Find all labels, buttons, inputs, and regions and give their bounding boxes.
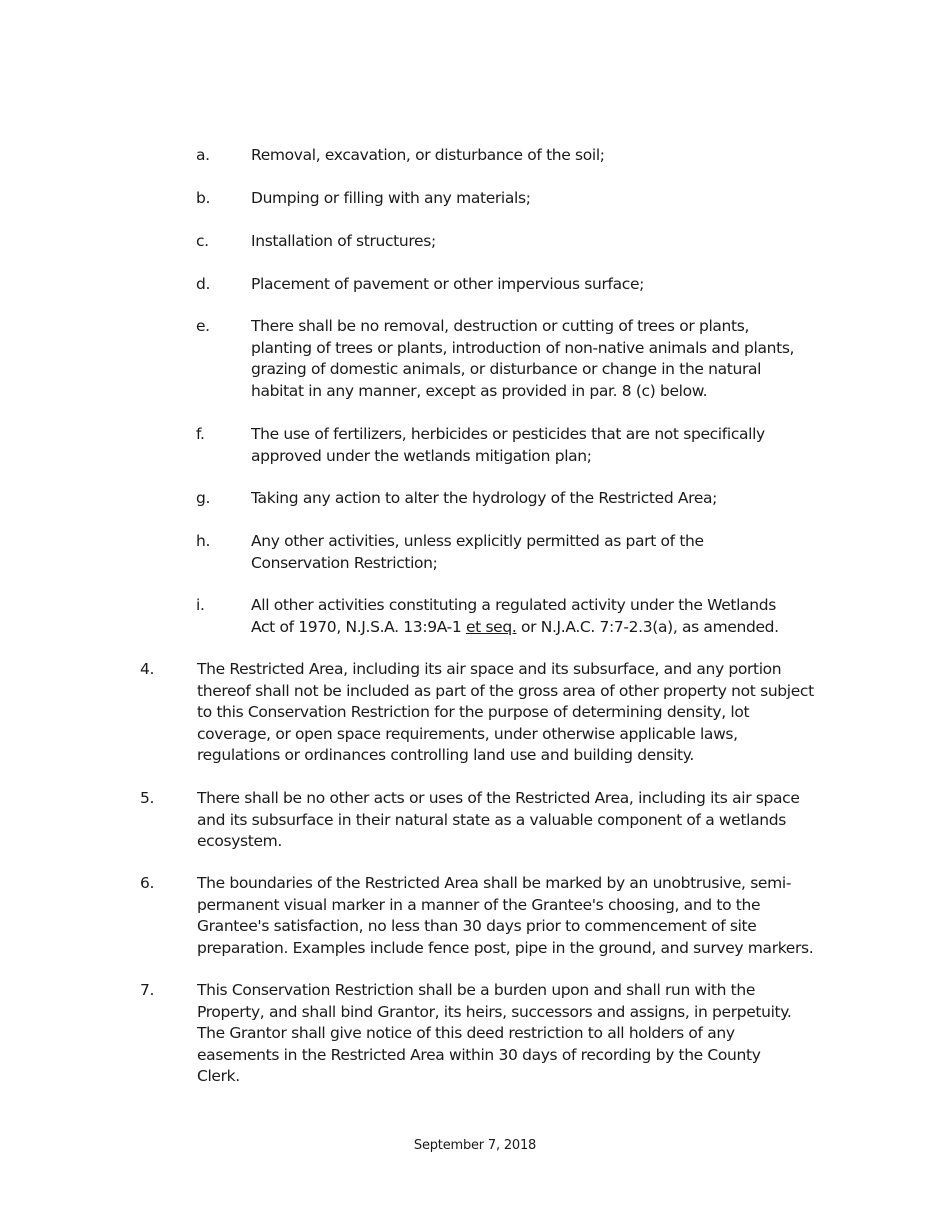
list-marker: 5.	[140, 789, 155, 807]
list-marker: 6.	[140, 874, 155, 892]
list-marker: e.	[196, 317, 210, 335]
list-item-text: The use of fertilizers, herbicides or pesticides that are not specifically approved under the wetlands mitigation plan;	[251, 425, 765, 465]
list-marker: f.	[196, 425, 205, 443]
list-marker: a.	[196, 146, 210, 164]
list-item-text: The Restricted Area, including its air space and its subsurface, and any portion thereof shall not be included as part of the gross area of other property not subject to this Conservation Restriction for the purpose of determining density, lot coverage, or open space requirements, under otherwise applicable laws, regulations or ordinances controlling land use and building density.	[197, 660, 814, 764]
list-marker: c.	[196, 232, 209, 250]
list-marker: d.	[196, 275, 211, 293]
list-marker: h.	[196, 532, 211, 550]
list-marker: 7.	[140, 981, 155, 999]
list-item-text: Taking any action to alter the hydrology of the Restricted Area;	[251, 489, 718, 507]
list-item-text: Removal, excavation, or disturbance of the soil;	[251, 146, 605, 164]
list-item-text: This Conservation Restriction shall be a burden upon and shall run with the Property, and shall bind Grantor, its heirs, successors and assigns, in perpetuity. The Grantor shall give notice of this deed restriction to all holders of any easements in the Restricted Area within 30 days of recording by the County Clerk.	[197, 981, 792, 1085]
footer-date: September 7, 2018	[413, 1138, 537, 1153]
list-item-text: The boundaries of the Restricted Area shall be marked by an unobtrusive, semi- permanent visual marker in a manner of the Grantee's choosing, and to the Grantee's satisfaction, no less than 30 days prior to commencement of site preparation. Examples include fence post, pipe in the ground, and survey markers.	[197, 874, 814, 957]
list-marker: i.	[196, 596, 205, 614]
list-marker: g.	[196, 489, 211, 507]
list-item-text: Installation of structures;	[251, 232, 436, 250]
list-item-text: There shall be no other acts or uses of the Restricted Area, including its air space and its subsurface in their natural state as a valuable component of a wetlands ecosystem.	[197, 789, 800, 850]
list-item-text: Any other activities, unless explicitly permitted as part of the Conservation Restriction;	[251, 532, 704, 572]
list-marker: b.	[196, 189, 211, 207]
list-item-text: All other activities constituting a regulated activity under the Wetlands Act of 1970, N.J.S.A. 13:9A-1 et seq. or N.J.A.C. 7:7-2.3(a), as amended.	[251, 596, 779, 636]
list-item-text: Dumping or filling with any materials;	[251, 189, 531, 207]
list-item-text: There shall be no removal, destruction or cutting of trees or plants, planting of trees or plants, introduction of non-native animals and plants, grazing of domestic animals, or disturbance or change in the natural habitat in any manner, except as provided in par. 8 (c) below.	[251, 317, 795, 400]
list-item-text: Placement of pavement or other impervious surface;	[251, 275, 645, 293]
et-seq-citation: et seq.	[465, 617, 517, 636]
list-marker: 4.	[140, 660, 155, 678]
